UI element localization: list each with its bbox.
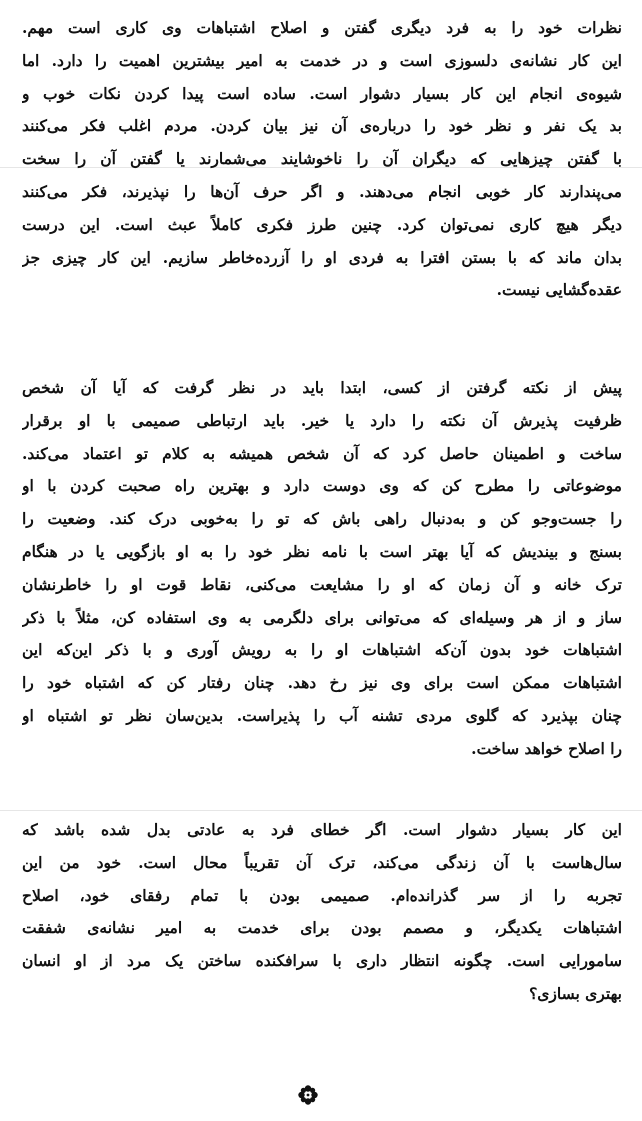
flower-ornament-icon <box>297 1084 319 1106</box>
text-line: را جست‌وجو کن و به‌دنبال راهی باش که تو را به‌خوبی درک کند. وضعیت را <box>22 509 622 529</box>
text-line: نظرات خود را به فرد دیگری گفتن و اصلاح اشتباهات وی کاری است مهم. <box>22 18 622 37</box>
text-line: ظرفیت پذیرش آن نکته را دارد یا خیر. باید ارتباطی صمیمی با او برقرار <box>22 410 622 430</box>
text-line: بدان ماند که با بستن افترا به فردی او را آزرده‌خاطر سازیم. این کار چیزی جز <box>22 247 622 267</box>
text-line: چنان بپذیرد که گلوی مردی تشنه آب را پذیراست. بدین‌سان نظر تو اشتباه او <box>22 705 622 725</box>
text-line: با گفتن چیزهایی که دیگران آن را ناخوشایند می‌شمارند یا گفتن آن را سخت <box>22 149 622 169</box>
text-line: سامورایی است. چگونه انتظار داری با سرافکنده ساختن یک مرد از او انسان <box>22 951 622 971</box>
text-line: بد یک نفر و نظر خود را درباره‌ی آن نیز بیان کردن. مردم اغلب فکر می‌کنند <box>22 116 622 136</box>
text-line: این کار بسیار دشوار است. اگر خطای فرد به عادتی بدل شده باشد که <box>22 820 622 839</box>
text-line: پیش از نکته گرفتن از کسی، ابتدا باید در نظر گرفت که آیا آن شخص <box>22 378 622 397</box>
text-line: دیگر هیچ کاری نمی‌توان کرد. چنین طرز فکری کاملاً عبث است. این درست <box>22 214 622 234</box>
paragraph-1 <box>22 12 622 307</box>
text-line: اشتباهات خود بدون آن‌که اشتباهات او را به رویش آوری و با ذکر این‌که این <box>22 640 622 660</box>
scan-fold-line <box>0 810 642 811</box>
text-line: این کار نشانه‌ی دلسوزی است و در خدمت به امیر بیشترین اهمیت را دارد. اما <box>22 50 622 70</box>
text-line: می‌پندارند کار خوبی انجام می‌دهند. و اگر حرف آن‌ها را نپذیرند، فکر می‌کنند <box>22 181 622 201</box>
text-line: ساز و از هر وسیله‌ای که می‌توانی برای دلگرمی به وی استفاده کن، مثلاً با ذکر <box>22 607 622 627</box>
text-line: ترک خانه و آن زمان که او را مشایعت می‌کنی، نقاط قوت او را خاطرنشان <box>22 574 622 594</box>
text-line: بسنج و بیندیش که آیا بهتر است با نامه نظر خود را به او بازگویی یا در هنگام <box>22 541 622 561</box>
text-line: سال‌هاست با آن زندگی می‌کند، ترک آن تقریباً محال است. خود من این <box>22 852 622 872</box>
text-line: موضوعاتی را مطرح کن که وی دوست دارد و بهترین راه صحبت کردن با او <box>22 476 622 496</box>
paragraph-3 <box>22 814 622 1011</box>
text-line: اشتباهات یکدیگر، و مصمم بودن برای خدمت به امیر نشانه‌ی شفقت <box>22 918 622 938</box>
text-line: را اصلاح خواهد ساخت. <box>471 738 622 758</box>
text-line: ساخت و اطمینان حاصل کرد که آن شخص همیشه به کلام تو اعتماد می‌کند. <box>22 443 622 463</box>
text-line: شیوه‌ی انجام این کار بسیار دشوار است. ساده است پیدا کردن نکات خوب و <box>22 83 622 103</box>
paragraph-2 <box>22 372 622 766</box>
text-line: اشتباهات ممکن است برای وی نیز رخ دهد. چنان رفتار کن که اشتباه خود را <box>22 673 622 693</box>
text-line: عقده‌گشایی نیست. <box>496 280 622 300</box>
text-line: بهتری بسازی؟ <box>529 983 622 1003</box>
text-line: تجربه را از سر گذرانده‌ام. صمیمی بودن با تمام رفقای خود، اصلاح <box>22 885 622 905</box>
